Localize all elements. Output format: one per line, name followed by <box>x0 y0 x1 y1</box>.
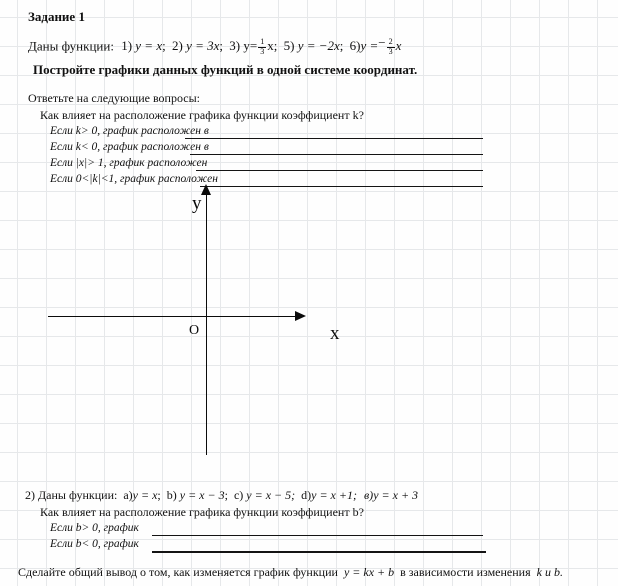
task2-function-sep-b: ; <box>224 488 228 502</box>
blank-line-b-negative[interactable] <box>152 551 486 553</box>
task2-function-item-d <box>298 488 360 502</box>
function-sep-1: ; <box>162 38 166 54</box>
function-index-1: 1) <box>121 38 133 54</box>
blank-line-b-positive[interactable] <box>152 535 483 536</box>
function-sep-5: ; <box>339 38 344 54</box>
function-sep-3: ; <box>273 38 278 54</box>
function-suffix-6: x <box>395 38 402 54</box>
blank-label-k-positive: Если k> 0, график расположен в <box>50 125 209 137</box>
function-item-5 <box>281 38 347 53</box>
task2-function-item-b <box>164 488 231 502</box>
x-axis-line <box>48 316 296 317</box>
task2-function-index-d: d) <box>301 488 312 502</box>
task2-given-line <box>25 489 418 501</box>
conclusion-line <box>18 566 563 578</box>
blank-line-k-negative[interactable] <box>190 154 483 155</box>
given-prefix: Даны функции: <box>28 38 114 54</box>
blank-line-abs-x-gt-1[interactable] <box>196 170 483 171</box>
task2-function-index-e: в) <box>363 488 374 502</box>
answer-prompt: Ответьте на следующие вопросы: <box>28 91 200 105</box>
task2-index: 2) <box>25 488 35 502</box>
task1-question-k: Как влияет на расположение графика функции коэффициент k? <box>40 108 364 122</box>
blank-label-b-negative: Если b< 0, график <box>50 538 139 550</box>
task2-function-expr-a: y = x <box>132 488 158 502</box>
function-expr-5: y = −2x <box>297 38 340 54</box>
task1-heading: Задание 1 <box>28 9 85 24</box>
origin-label: O <box>189 323 200 338</box>
conclusion-formula: y = kx + b <box>343 565 395 579</box>
blank-label-abs-k-between: Если 0<|k|<1, график расположен <box>50 173 218 185</box>
conclusion-vars: k и b. <box>536 565 563 579</box>
function-index-5: 5) <box>283 38 295 54</box>
x-axis-label: x <box>330 323 340 344</box>
blank-label-abs-x-gt-1: Если |x|> 1, график расположен <box>50 157 208 169</box>
conclusion-part2: в зависимости изменения <box>400 565 531 579</box>
function-expr-3: y= <box>243 38 258 54</box>
function-item-1 <box>117 38 169 53</box>
fraction-denominator: 3 <box>260 46 265 56</box>
task2-function-expr-c: y = x − 5; <box>246 488 296 502</box>
blank-line-abs-k-between[interactable] <box>200 186 483 187</box>
function-index-6: 6) <box>349 38 361 54</box>
fraction-sign: − <box>378 35 386 50</box>
task2-function-item-e <box>360 488 418 502</box>
function-suffix-3: x <box>267 38 274 54</box>
y-axis-line <box>206 194 207 455</box>
conclusion-part1: Сделайте общий вывод о том, как изменяется график функции <box>18 565 338 579</box>
task2-function-index-a: a) <box>123 488 133 502</box>
fraction-two-thirds <box>387 38 395 56</box>
fraction-one-third <box>258 38 266 56</box>
function-item-6 <box>347 35 402 56</box>
task1-given-line <box>28 36 401 56</box>
function-index-3: 3) <box>229 38 241 54</box>
blank-label-b-positive: Если b> 0, график <box>50 522 139 534</box>
task2-function-index-b: b) <box>166 488 177 502</box>
function-expr-6: y = <box>360 38 379 54</box>
blank-line-k-positive[interactable] <box>185 138 483 139</box>
function-sep-2: ; <box>219 38 223 54</box>
fraction-denominator: 3 <box>388 46 393 56</box>
fraction-numerator: 1 <box>260 37 265 47</box>
task2-function-expr-d: y = x +1; <box>311 488 357 502</box>
y-axis-arrow-icon <box>201 184 211 195</box>
function-expr-2: y = 3x <box>186 38 220 54</box>
task1-instruction: Постройте графики данных функций в одной системе координат. <box>33 62 418 77</box>
function-item-2 <box>169 38 226 53</box>
task2-question-b: Как влияет на расположение графика функции коэффициент b? <box>40 505 364 519</box>
x-axis-arrow-icon <box>295 311 306 321</box>
blank-label-k-negative: Если k< 0, график расположен в <box>50 141 209 153</box>
function-index-2: 2) <box>171 38 183 54</box>
task2-given-prefix: Даны функции: <box>38 488 118 502</box>
task2-function-item-a <box>120 488 163 502</box>
y-axis-label: y <box>192 193 202 214</box>
function-expr-1: y = x <box>135 38 163 54</box>
task2-function-expr-e: y = x + 3 <box>373 488 419 502</box>
task2-function-expr-b: y = x − 3 <box>179 488 225 502</box>
task2-function-sep-a: ; <box>157 488 161 502</box>
fraction-numerator: 2 <box>388 37 393 47</box>
task2-function-index-c: c) <box>233 488 244 502</box>
task2-function-item-c <box>231 488 298 502</box>
function-item-3 <box>226 37 280 56</box>
